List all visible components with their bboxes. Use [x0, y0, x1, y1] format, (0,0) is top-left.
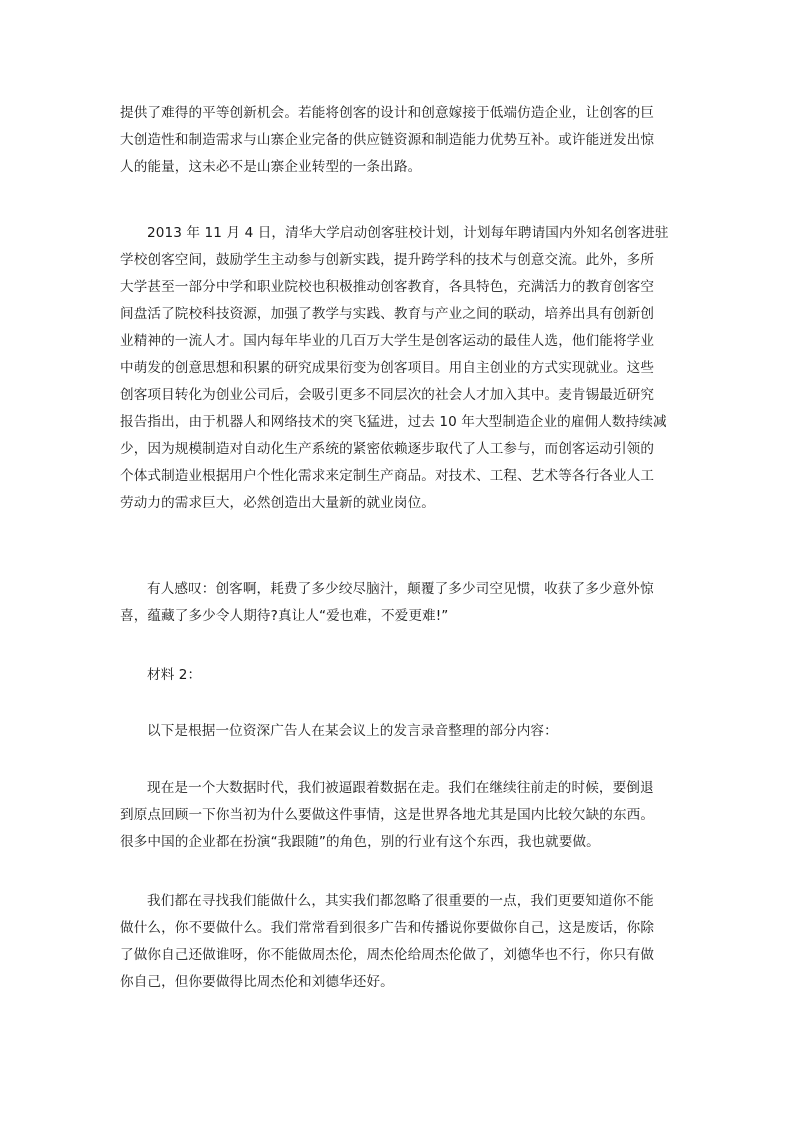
text-line: 大学甚至一部分中学和职业院校也积极推动创客教育，各具特色，充满活力的教育创客空 — [120, 279, 655, 295]
paragraph-be-yourself — [120, 888, 676, 996]
text-line: 提供了难得的平等创新机会。若能将创客的设计和创意嫁接于低端仿造企业，让创客的巨 — [120, 105, 655, 121]
text-line: 你自己，但你要做得比周杰伦和刘德华还好。 — [120, 974, 394, 990]
text-line: 少，因为规模制造对自动化生产系统的紧密依赖逐步取代了人工参与，而创客运动引领的 — [120, 441, 655, 457]
text-line: 学校创客空间，鼓励学生主动参与创新实践，提升跨学科的技术与创意交流。此外，多所 — [120, 252, 655, 268]
text-line: 大创造性和制造需求与山寨企业完备的供应链资源和制造能力优势互补。或许能迸发出惊 — [120, 132, 655, 148]
text-line: 喜，蕴藏了多少令人期待?真让人“爱也难，不爱更难!” — [120, 608, 449, 624]
text-line: 报告指出，由于机器人和网络技术的突飞猛进，过去 10 年大型制造企业的雇佣人数持续减 — [120, 414, 667, 430]
paragraph-big-data — [120, 775, 676, 856]
text-line: 个体式制造业根据用户个性化需求来定制生产商品。对技术、工程、艺术等各行各业人工 — [120, 468, 655, 484]
text-line: 我们都在寻找我们能做什么，其实我们都忽略了很重要的一点，我们更要知道你不能 — [147, 893, 654, 909]
paragraph-intro — [120, 718, 676, 745]
text-line: 现在是一个大数据时代，我们被逼跟着数据在走。我们在继续往前走的时候，要倒退 — [147, 780, 654, 796]
paragraph-continuation — [120, 100, 676, 181]
text-line: 中萌发的创意思想和积累的研究成果衍变为创客项目。用自主创业的方式实现就业。这些 — [120, 360, 655, 376]
text-line: 间盘活了院校科技资源，加强了教学与实践、教育与产业之间的联动，培养出具有创新创 — [120, 306, 655, 322]
material-heading — [120, 662, 676, 689]
text-line: 以下是根据一位资深广告人在某会议上的发言录音整理的部分内容： — [147, 723, 558, 739]
text-line: 很多中国的企业都在扮演“我跟随”的角色，别的行业有这个东西，我也就要做。 — [120, 834, 600, 850]
text-line: 做什么，你不要做什么。我们常常看到很多广告和传播说你要做你自己，这是废话，你除 — [120, 920, 655, 936]
text-line: 材料 2： — [147, 667, 202, 683]
paragraph-sigh — [120, 576, 676, 630]
paragraph-tsinghua-maker — [120, 220, 676, 517]
text-line: 创客项目转化为创业公司后，会吸引更多不同层次的社会人才加入其中。麦肯锡最近研究 — [120, 387, 655, 403]
text-line: 了做你自己还做谁呀，你不能做周杰伦，周杰伦给周杰伦做了，刘德华也不行，你只有做 — [120, 947, 655, 963]
text-line: 到原点回顾一下你当初为什么要做这件事情，这是世界各地尤其是国内比较欠缺的东西。 — [120, 807, 655, 823]
text-line: 2013 年 11 月 4 日，清华大学启动创客驻校计划，计划每年聘请国内外知名创客进驻 — [147, 225, 669, 241]
text-line: 有人感叹：创客啊，耗费了多少绞尽脑汁，颠覆了多少司空见惯，收获了多少意外惊 — [147, 581, 654, 597]
text-line: 业精神的一流人才。国内每年毕业的几百万大学生是创客运动的最佳人选，他们能将学业 — [120, 333, 655, 349]
text-line: 劳动力的需求巨大，必然创造出大量新的就业岗位。 — [120, 495, 435, 511]
text-line: 人的能量，这未必不是山寨企业转型的一条出路。 — [120, 159, 422, 175]
